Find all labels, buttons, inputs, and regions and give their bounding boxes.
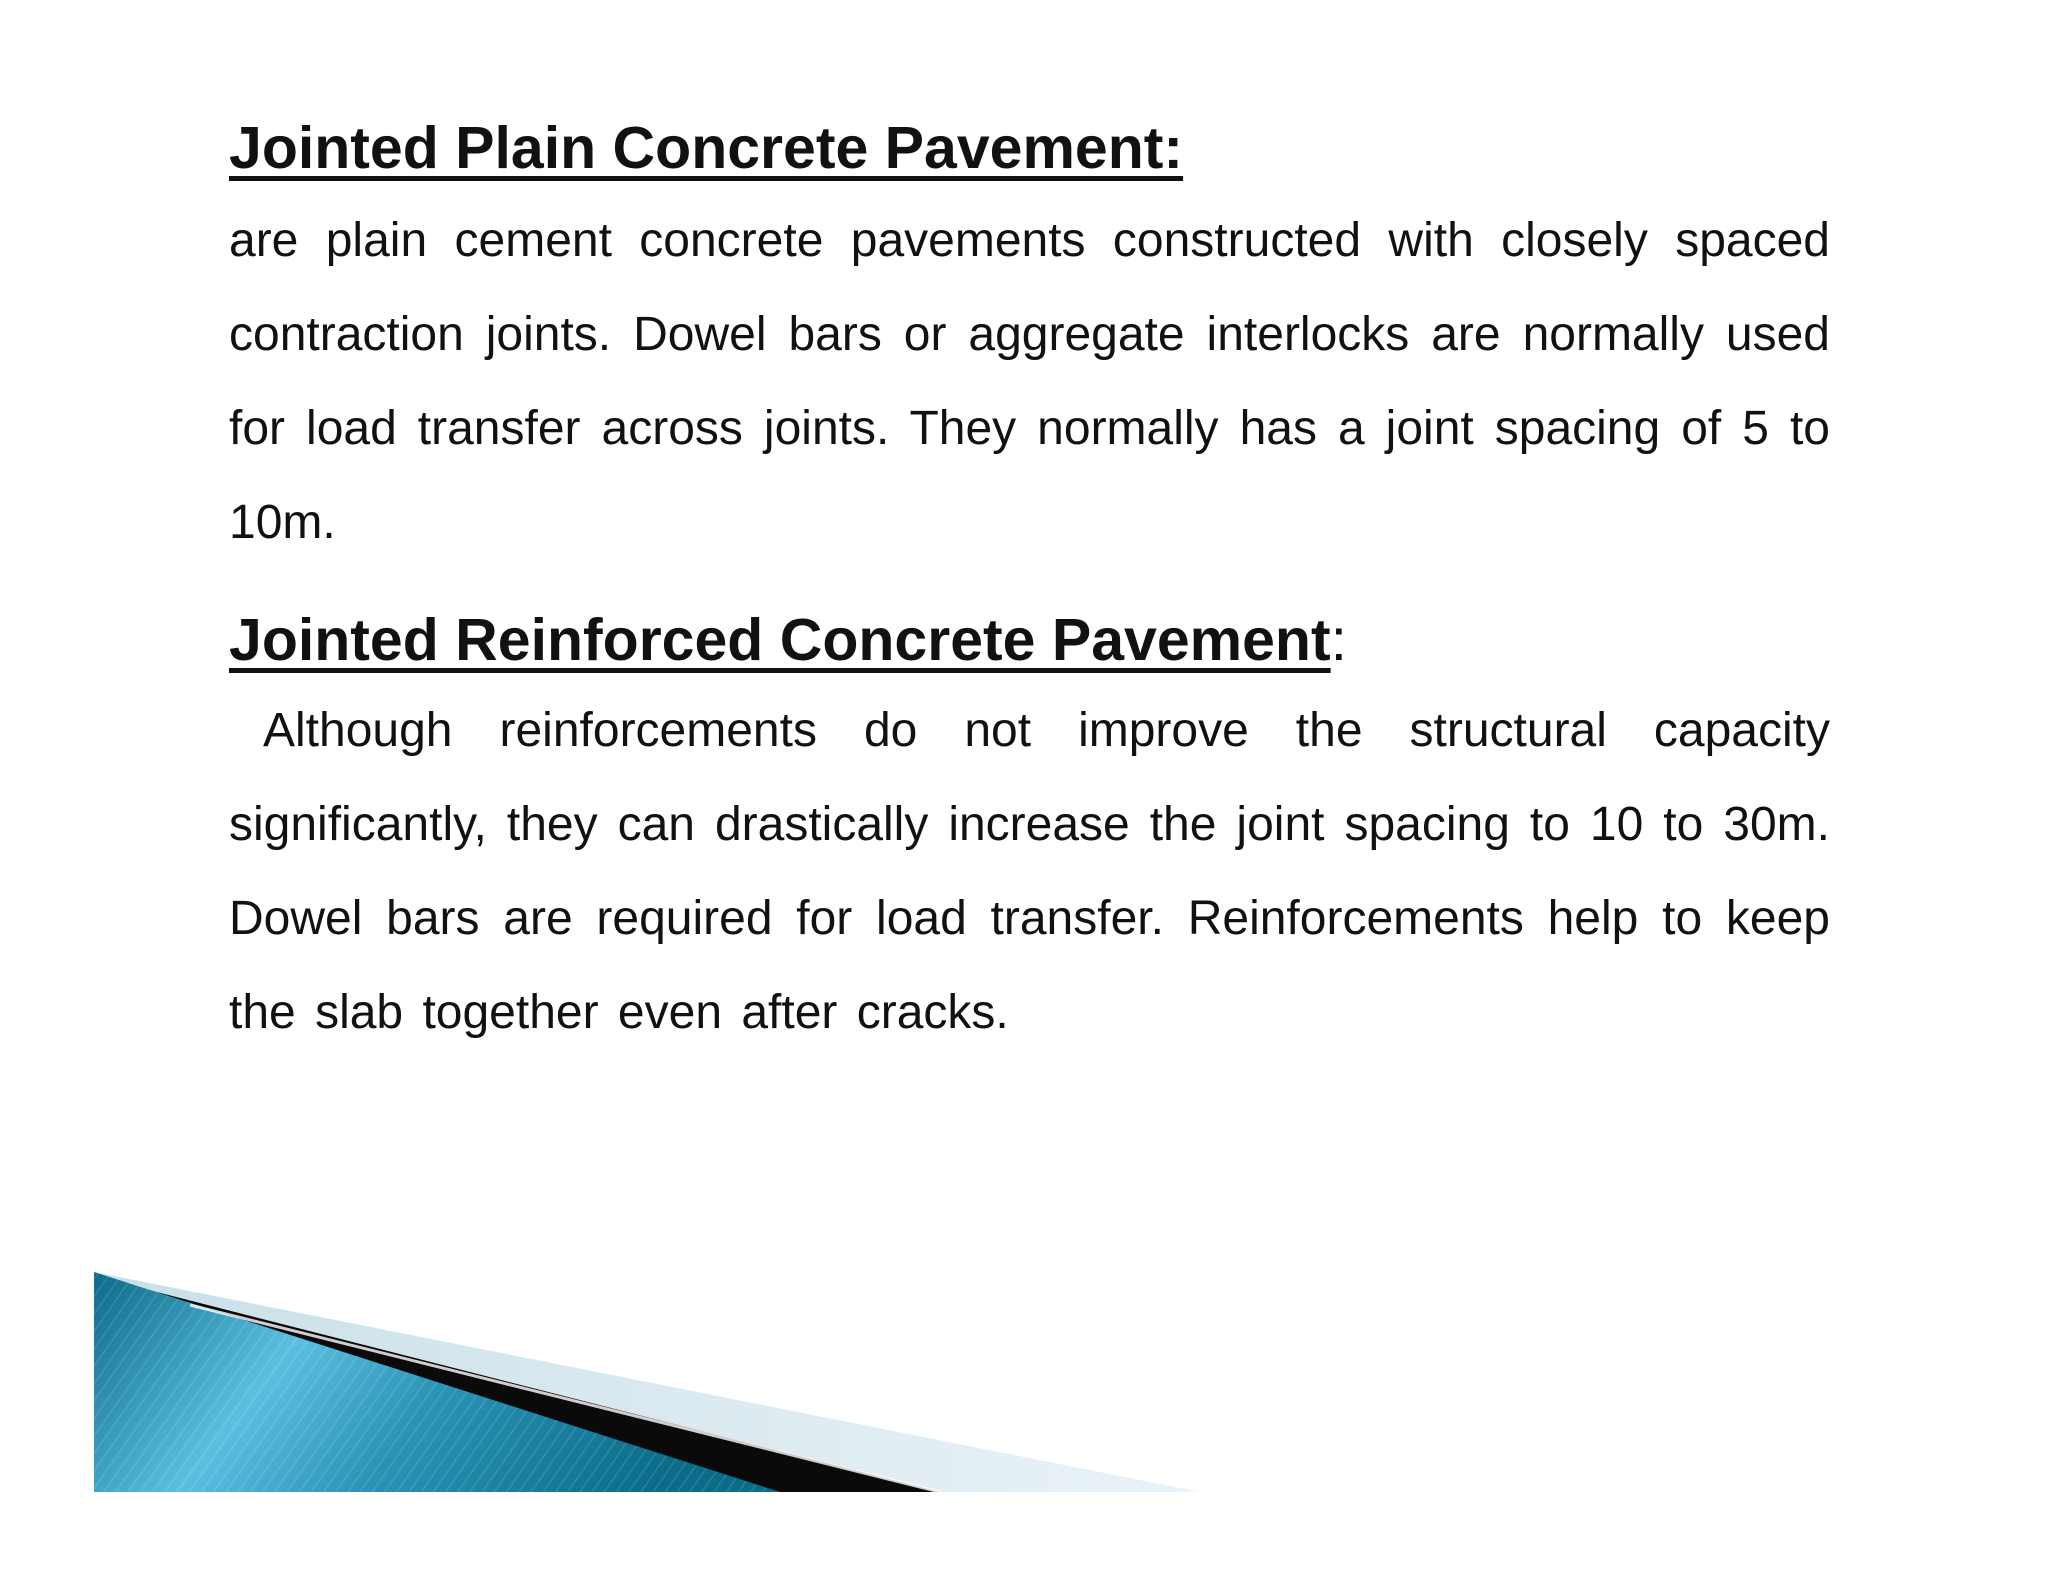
heading-jointed-plain-text: Jointed Plain Concrete Pavement:: [229, 115, 1184, 181]
heading-jointed-reinforced: [229, 604, 1830, 676]
slide-content: [229, 112, 1830, 1060]
paragraph-jointed-reinforced: Although reinforcements do not improve the structural capacity significantly, they can drastically increase the joint spacing to 10 to 30m. Dowel bars are required for load transfer. Reinforcements help to keep the slab together even after cracks.: [229, 704, 1830, 1039]
paragraph-jointed-plain: are plain cement concrete pavements constructed with closely spaced contraction joints. Dowel bars or aggregate interlocks are normally used for load transfer across joints. They normally has a joint spacing of 5 to 10m.: [229, 214, 1830, 549]
heading-colon: :: [1330, 607, 1348, 673]
heading-jointed-plain: [229, 112, 1830, 184]
heading-jointed-reinforced-text: Jointed Reinforced Concrete Pavement: [229, 607, 1331, 673]
